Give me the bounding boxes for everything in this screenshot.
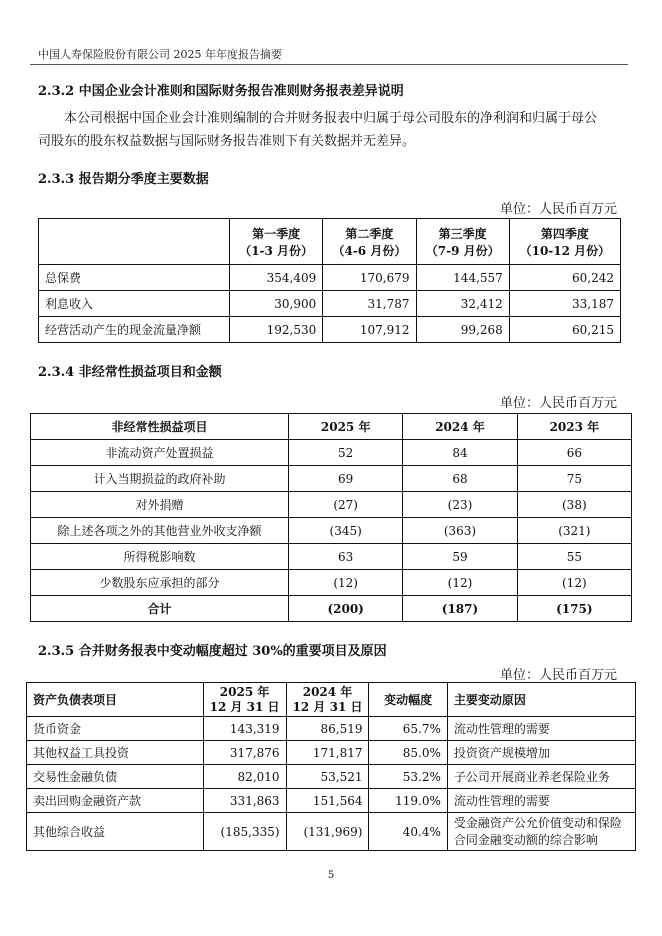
- row-label: 计入当期损益的政府补助: [31, 466, 289, 492]
- value-cell: 30,900: [230, 291, 323, 317]
- header-cell: 第一季度 （1-3 月份）: [230, 219, 323, 265]
- value-cell: 86,519: [286, 717, 369, 741]
- value-cell: 151,564: [286, 789, 369, 813]
- non-recurring-items-table: [30, 413, 632, 622]
- row-label: 少数股东应承担的部分: [31, 570, 289, 596]
- value-cell: 144,557: [416, 265, 509, 291]
- header-cell: 2024 年 12 月 31 日: [286, 683, 369, 717]
- header-cell: 资产负债表项目: [27, 683, 204, 717]
- page-number: 5: [327, 870, 335, 881]
- section-2-3-4-title: 2.3.4 非经常性损益项目和金额: [38, 365, 222, 380]
- value-cell: 52: [289, 440, 403, 466]
- row-label: 其他权益工具投资: [27, 741, 204, 765]
- reason-cell: 流动性管理的需要: [447, 717, 635, 741]
- value-cell: 60,242: [509, 265, 620, 291]
- value-cell: 192,530: [230, 317, 323, 343]
- value-cell: (38): [517, 492, 631, 518]
- header-cell: [39, 219, 230, 265]
- reason-cell: 子公司开展商业养老保险业务: [447, 765, 635, 789]
- table-row: [27, 717, 636, 741]
- value-cell: 171,817: [286, 741, 369, 765]
- row-label: 卖出回购金融资产款: [27, 789, 204, 813]
- change-cell: 40.4%: [369, 813, 447, 851]
- total-value: (187): [403, 596, 517, 622]
- table-row: [27, 765, 636, 789]
- value-cell: 32,412: [416, 291, 509, 317]
- section-2-3-2-title: 2.3.2 中国企业会计准则和国际财务报告准则财务报表差异说明: [38, 84, 404, 99]
- table-header-row: [31, 414, 632, 440]
- row-label: 非流动资产处置损益: [31, 440, 289, 466]
- header-cell: 变动幅度: [369, 683, 447, 717]
- reason-cell: 流动性管理的需要: [447, 789, 635, 813]
- value-cell: 107,912: [323, 317, 416, 343]
- section-2-3-2-paragraph: [38, 107, 628, 153]
- unit-label: 单位：人民币百万元: [500, 396, 618, 411]
- value-cell: (131,969): [286, 813, 369, 851]
- value-cell: 59: [403, 544, 517, 570]
- section-2-3-3-title: 2.3.3 报告期分季度主要数据: [38, 172, 209, 187]
- value-cell: (345): [289, 518, 403, 544]
- unit-label: 单位：人民币百万元: [500, 202, 618, 217]
- value-cell: 66: [517, 440, 631, 466]
- change-cell: 119.0%: [369, 789, 447, 813]
- value-cell: (12): [403, 570, 517, 596]
- section-2-3-5-title: 2.3.5 合并财务报表中变动幅度超过 30%的重要项目及原因: [38, 644, 387, 659]
- value-cell: 75: [517, 466, 631, 492]
- header-cell: 第二季度 （4-6 月份）: [323, 219, 416, 265]
- value-cell: 63: [289, 544, 403, 570]
- value-cell: 99,268: [416, 317, 509, 343]
- value-cell: 84: [403, 440, 517, 466]
- row-label: 货币资金: [27, 717, 204, 741]
- row-label: 总保费: [39, 265, 230, 291]
- header-cell: 主要变动原因: [447, 683, 635, 717]
- header-divider: [30, 64, 628, 65]
- paragraph-line-2: 司股东的股东权益数据与国际财务报告准则下有关数据并无差异。: [38, 134, 416, 149]
- value-cell: (321): [517, 518, 631, 544]
- reason-cell: 受金融资产公允价值变动和保险合同金融变动额的综合影响: [447, 813, 635, 851]
- value-cell: 82,010: [203, 765, 286, 789]
- value-cell: 53,521: [286, 765, 369, 789]
- page-header: 中国人寿保险股份有限公司 2025 年年度报告摘要: [38, 48, 282, 61]
- row-label: 所得税影响数: [31, 544, 289, 570]
- table-row: [27, 741, 636, 765]
- value-cell: 60,215: [509, 317, 620, 343]
- value-cell: (12): [289, 570, 403, 596]
- table-row: [31, 466, 632, 492]
- paragraph-line-1: 本公司根据中国企业会计准则编制的合并财务报表中归属于母公司股东的净利润和归属于母公: [64, 111, 598, 126]
- table-row: [39, 291, 621, 317]
- header-cell: 2025 年 12 月 31 日: [203, 683, 286, 717]
- value-cell: 331,863: [203, 789, 286, 813]
- table-row: [39, 317, 621, 343]
- row-label: 经营活动产生的现金流量净额: [39, 317, 230, 343]
- table-row: [31, 544, 632, 570]
- table-header-row: [27, 683, 636, 717]
- row-label: 其他综合收益: [27, 813, 204, 851]
- table-row: [31, 492, 632, 518]
- row-label: 除上述各项之外的其他营业外收支净额: [31, 518, 289, 544]
- unit-label: 单位：人民币百万元: [500, 668, 618, 683]
- table-header-row: [39, 219, 621, 265]
- change-cell: 53.2%: [369, 765, 447, 789]
- value-cell: 354,409: [230, 265, 323, 291]
- row-label: 利息收入: [39, 291, 230, 317]
- quarterly-data-table: [38, 218, 621, 343]
- header-cell: 第四季度 （10-12 月份）: [509, 219, 620, 265]
- table-row: [31, 440, 632, 466]
- row-label: 对外捐赠: [31, 492, 289, 518]
- table-row: [31, 570, 632, 596]
- significant-changes-table: [26, 682, 636, 851]
- value-cell: 33,187: [509, 291, 620, 317]
- header-cell: 第三季度 （7-9 月份）: [416, 219, 509, 265]
- value-cell: (12): [517, 570, 631, 596]
- total-value: (175): [517, 596, 631, 622]
- table-total-row: [31, 596, 632, 622]
- change-cell: 85.0%: [369, 741, 447, 765]
- table-row: [27, 789, 636, 813]
- value-cell: 317,876: [203, 741, 286, 765]
- value-cell: 31,787: [323, 291, 416, 317]
- table-row: [27, 813, 636, 851]
- header-cell: 非经常性损益项目: [31, 414, 289, 440]
- value-cell: 170,679: [323, 265, 416, 291]
- value-cell: (23): [403, 492, 517, 518]
- table-row: [39, 265, 621, 291]
- value-cell: 68: [403, 466, 517, 492]
- value-cell: (185,335): [203, 813, 286, 851]
- header-cell: 2024 年: [403, 414, 517, 440]
- total-label: 合计: [31, 596, 289, 622]
- change-cell: 65.7%: [369, 717, 447, 741]
- value-cell: (363): [403, 518, 517, 544]
- header-cell: 2025 年: [289, 414, 403, 440]
- value-cell: 69: [289, 466, 403, 492]
- value-cell: (27): [289, 492, 403, 518]
- total-value: (200): [289, 596, 403, 622]
- value-cell: 55: [517, 544, 631, 570]
- value-cell: 143,319: [203, 717, 286, 741]
- reason-cell: 投资资产规模增加: [447, 741, 635, 765]
- table-row: [31, 518, 632, 544]
- row-label: 交易性金融负债: [27, 765, 204, 789]
- header-cell: 2023 年: [517, 414, 631, 440]
